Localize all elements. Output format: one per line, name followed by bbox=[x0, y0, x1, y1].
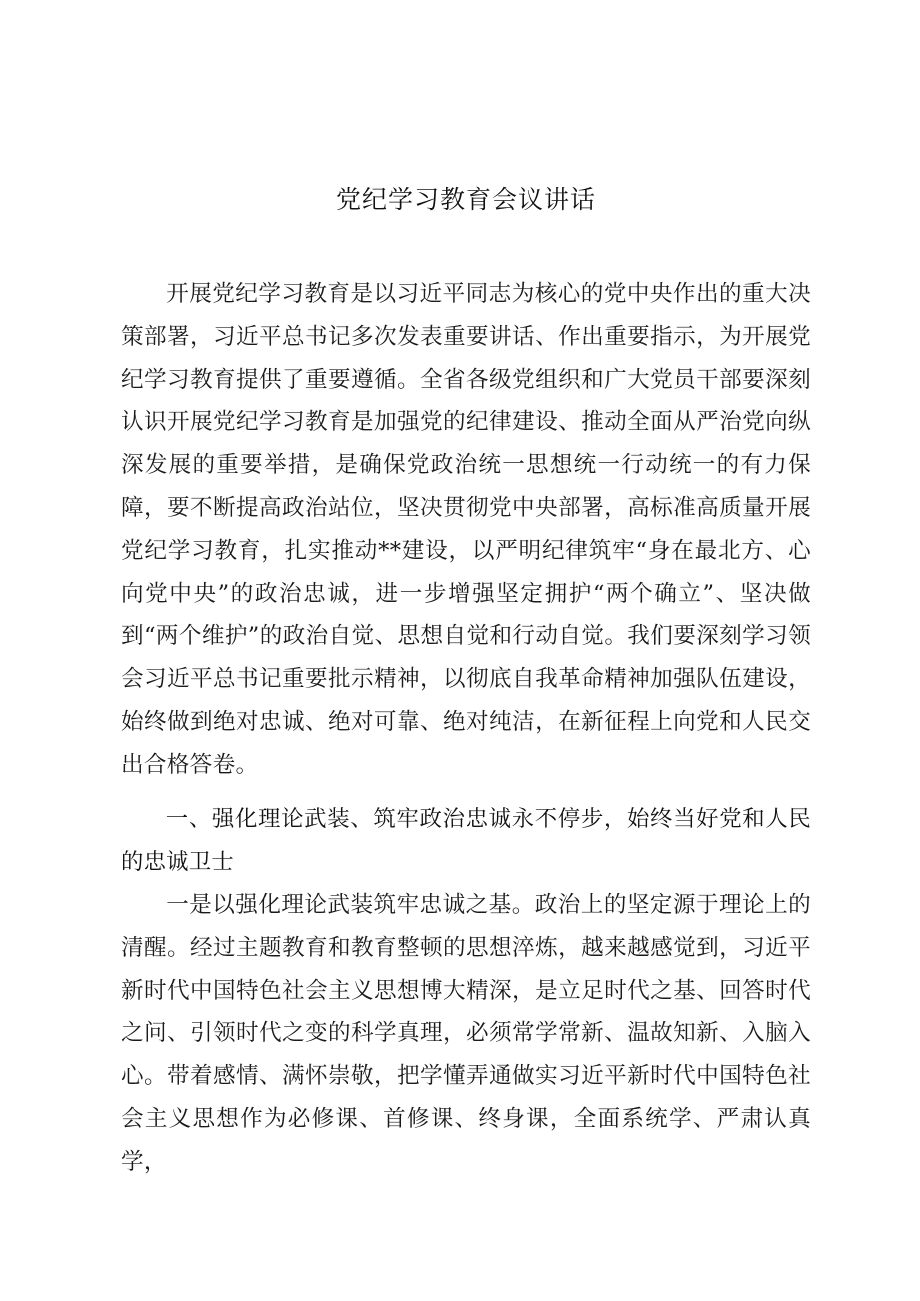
section-1-paragraph-1: 一是以强化理论武装筑牢忠诚之基。政治上的坚定源于理论上的清醒。经过主题教育和教育整顿的思想淬炼，越来越感觉到，习近平新时代中国特色社会主义思想博大精深，是立足时代之基、回答时代之问、引领时代之变的科学真理，必须常学常新、温故知新、入脑入心。带着感情、满怀崇敬，把学懂弄通做实习近平新时代中国特色社会主义思想作为必修课、首修课、终身课，全面系统学、严肃认真学， bbox=[121, 892, 811, 1175]
document-title: 党纪学习教育会议讲话 bbox=[335, 185, 596, 214]
section-heading-1: 一、强化理论武装、筑牢政治忠诚永不停步，始终当好党和人民的忠诚卫士 bbox=[121, 806, 811, 875]
intro-paragraph: 开展党纪学习教育是以习近平同志为核心的党中央作出的重大决策部署，习近平总书记多次发表重要讲话、作出重要指示，为开展党纪学习教育提供了重要遵循。全省各级党组织和广大党员干部要深刻认识开展党纪学习教育是加强党的纪律建设、推动全面从严治党向纵深发展的重要举措，是确保党政治统一思想统一行动统一的有力保障，要不断提高政治站位，坚决贯彻党中央部署，高标准高质量开展党纪学习教育，扎实推动**建设，以严明纪律筑牢“身在最北方、心向党中央”的政治忠诚，进一步增强坚定拥护“两个确立”、坚决做到“两个维护”的政治自觉、思想自觉和行动自觉。我们要深刻学习领会习近平总书记重要批示精神，以彻底自我革命精神加强队伍建设，始终做到绝对忠诚、绝对可靠、绝对纯洁，在新征程上向党和人民交出合格答卷。 bbox=[121, 281, 811, 778]
